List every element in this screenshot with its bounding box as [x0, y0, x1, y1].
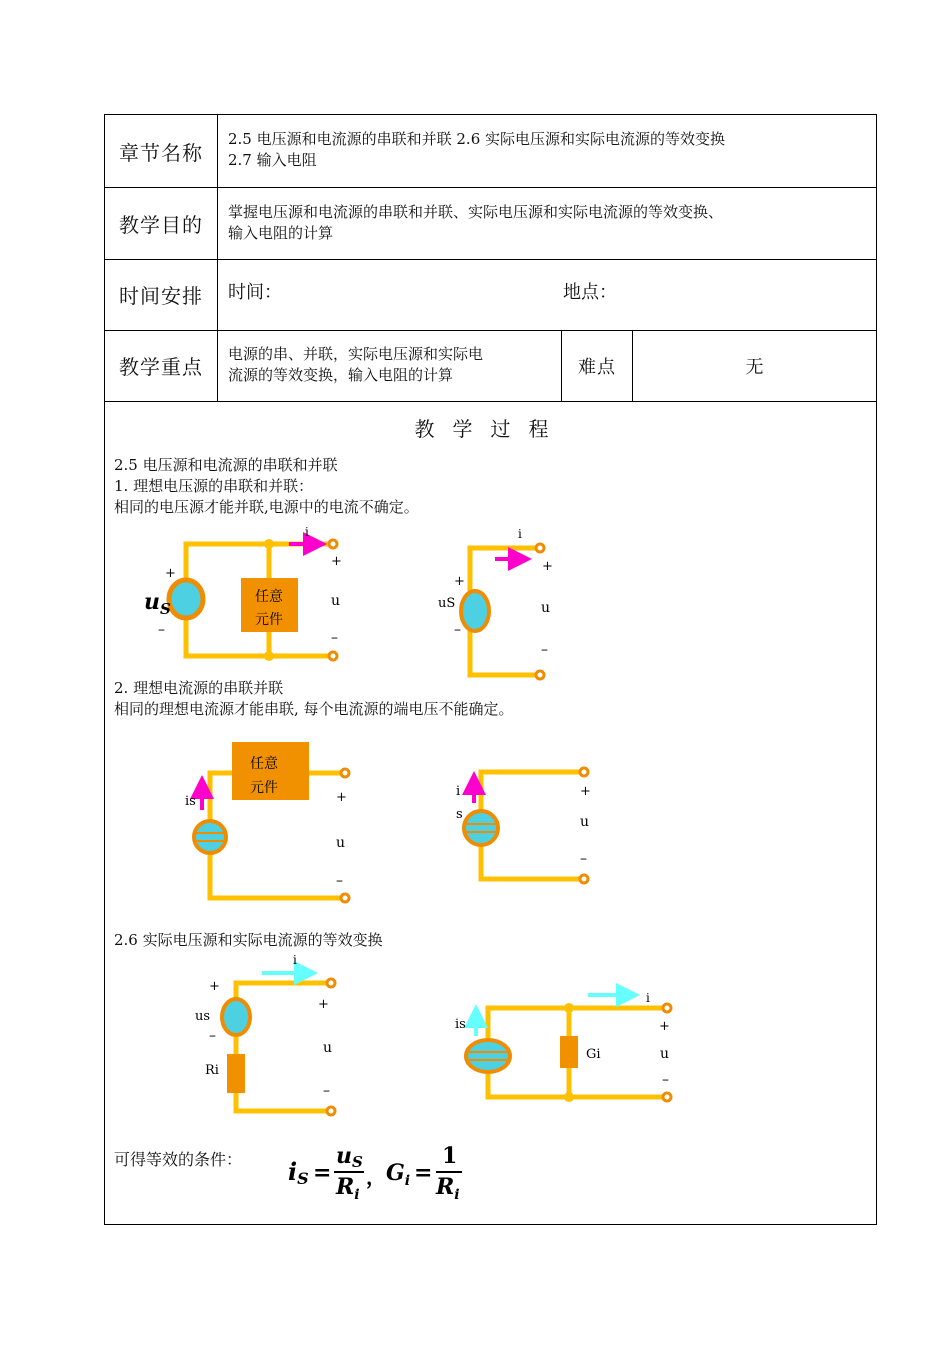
- terminal-minus: –: [662, 1072, 669, 1088]
- formula-ri: $R_i$: [336, 1174, 360, 1203]
- junction-node: [264, 539, 274, 549]
- current-source-icon: [466, 1040, 510, 1072]
- terminal-node: [580, 768, 588, 776]
- voltage-source-icon: [461, 591, 489, 631]
- focus-line-2: 流源的等效变换，输入电阻的计算: [228, 366, 454, 384]
- time-field: 时间：: [228, 282, 282, 303]
- voltage-label: u: [331, 593, 341, 609]
- condition-label: 可得等效的条件：: [114, 1150, 243, 1169]
- terminal-node: [327, 1107, 335, 1115]
- formula-equals: =: [313, 1160, 332, 1186]
- diagram-current-source-series: [185, 742, 349, 902]
- diagram-current-source-equivalent: [456, 768, 591, 883]
- formula-comma: ，: [366, 1165, 386, 1189]
- terminal-minus: –: [323, 1083, 330, 1099]
- item-2-heading: 2. 理想电流源的串联并联: [114, 679, 284, 697]
- junction-node: [264, 651, 274, 661]
- voltage-label: u: [541, 600, 551, 616]
- section-2-5-heading: 2.5 电压源和电流源的串联和并联: [114, 456, 338, 474]
- voltage-source-icon: [222, 999, 250, 1035]
- terminal-minus: –: [331, 630, 338, 646]
- difficulty-label: 难点: [578, 356, 616, 378]
- place-field: 地点：: [563, 282, 617, 303]
- source-minus: –: [454, 622, 461, 638]
- source-minus: –: [158, 622, 165, 638]
- terminal-minus: –: [541, 642, 548, 658]
- element-label-2: 元件: [250, 780, 278, 796]
- terminal-plus: +: [336, 790, 347, 805]
- item-1-description: 相同的电压源才能并联,电源中的电流不确定。: [114, 498, 419, 516]
- formula-gi: $G_i$: [386, 1160, 411, 1189]
- source-label-1: i: [456, 784, 461, 799]
- difficulty-value: 无: [745, 356, 765, 378]
- focus-line-1: 电源的串、并联，实际电压源和实际电: [228, 345, 484, 363]
- chapter-line-1: 2.5 电压源和电流源的串联和并联 2.6 实际电压源和实际电流源的等效变换: [228, 130, 726, 148]
- source-label: is: [455, 1017, 466, 1032]
- terminal-plus: +: [331, 554, 342, 569]
- resistor-label: Ri: [205, 1063, 219, 1078]
- formula-is: iS: [288, 1157, 309, 1188]
- diagram-practical-voltage-source: [195, 953, 335, 1115]
- formula-one: 1: [442, 1143, 458, 1169]
- terminal-node: [329, 652, 337, 660]
- source-label: is: [185, 794, 196, 809]
- formula-equals: =: [414, 1160, 433, 1186]
- terminal-plus: +: [580, 784, 591, 799]
- equivalence-formula: [288, 1143, 462, 1203]
- source-label: $u_S$: [144, 589, 171, 618]
- section-2-6-heading: 2.6 实际电压源和实际电流源的等效变换: [114, 931, 383, 949]
- terminal-node: [663, 1093, 671, 1101]
- resistor-icon: [227, 1054, 245, 1093]
- current-label: i: [646, 991, 650, 1005]
- terminal-node: [327, 979, 335, 987]
- terminal-minus: –: [580, 851, 587, 867]
- conductance-icon: [560, 1036, 578, 1068]
- source-label: us: [195, 1009, 211, 1024]
- process-title: 教学过程: [414, 417, 567, 441]
- element-label-1: 任意: [250, 756, 278, 772]
- item-2-description: 相同的理想电流源才能串联, 每个电流源的端电压不能确定。: [114, 700, 514, 718]
- current-label: i: [518, 527, 522, 541]
- source-label-2: s: [456, 807, 463, 822]
- source-label: uS: [438, 596, 456, 611]
- chapter-label: 章节名称: [119, 140, 203, 165]
- terminal-minus: –: [336, 873, 343, 889]
- terminal-plus: +: [542, 559, 553, 574]
- voltage-label: u: [580, 814, 590, 830]
- objective-line-1: 掌握电压源和电流源的串联和并联、实际电压源和实际电流源的等效变换、: [228, 203, 724, 221]
- voltage-label: u: [660, 1046, 670, 1062]
- source-plus: +: [454, 574, 465, 589]
- source-plus: +: [209, 979, 220, 994]
- current-label: i: [305, 525, 309, 539]
- objective-label: 教学目的: [119, 212, 203, 237]
- formula-us: uS: [336, 1143, 363, 1171]
- terminal-node: [536, 671, 544, 679]
- terminal-node: [580, 875, 588, 883]
- chapter-line-2: 2.7 输入电阻: [228, 151, 317, 169]
- schedule-label: 时间安排: [119, 284, 203, 308]
- focus-label: 教学重点: [119, 355, 203, 379]
- diagram-voltage-source-parallel: [144, 525, 342, 661]
- voltage-label: u: [323, 1040, 333, 1056]
- terminal-node: [341, 769, 349, 777]
- voltage-source-icon: [169, 580, 203, 618]
- wire: [236, 983, 331, 1111]
- terminal-plus: +: [659, 1019, 670, 1034]
- element-label-2: 元件: [255, 612, 283, 628]
- objective-line-2: 输入电阻的计算: [228, 224, 334, 242]
- junction-node: [564, 1092, 574, 1102]
- current-source-icon: [194, 821, 226, 853]
- diagram-practical-current-source: [455, 991, 671, 1102]
- source-minus: –: [209, 1028, 216, 1044]
- voltage-label: u: [336, 835, 346, 851]
- terminal-node: [341, 894, 349, 902]
- terminal-node: [329, 540, 337, 548]
- current-label: i: [293, 953, 297, 967]
- item-1-heading: 1. 理想电压源的串联和并联：: [114, 477, 314, 495]
- terminal-node: [663, 1004, 671, 1012]
- junction-node: [564, 1003, 574, 1013]
- element-label-1: 任意: [255, 589, 283, 605]
- current-source-icon: [464, 811, 498, 845]
- conductance-label: Gi: [586, 1047, 601, 1062]
- formula-ri: $R_i$: [436, 1174, 460, 1203]
- terminal-node: [536, 544, 544, 552]
- terminal-plus: +: [318, 997, 329, 1012]
- source-plus: +: [165, 566, 176, 581]
- diagram-voltage-source-equivalent: [438, 527, 553, 679]
